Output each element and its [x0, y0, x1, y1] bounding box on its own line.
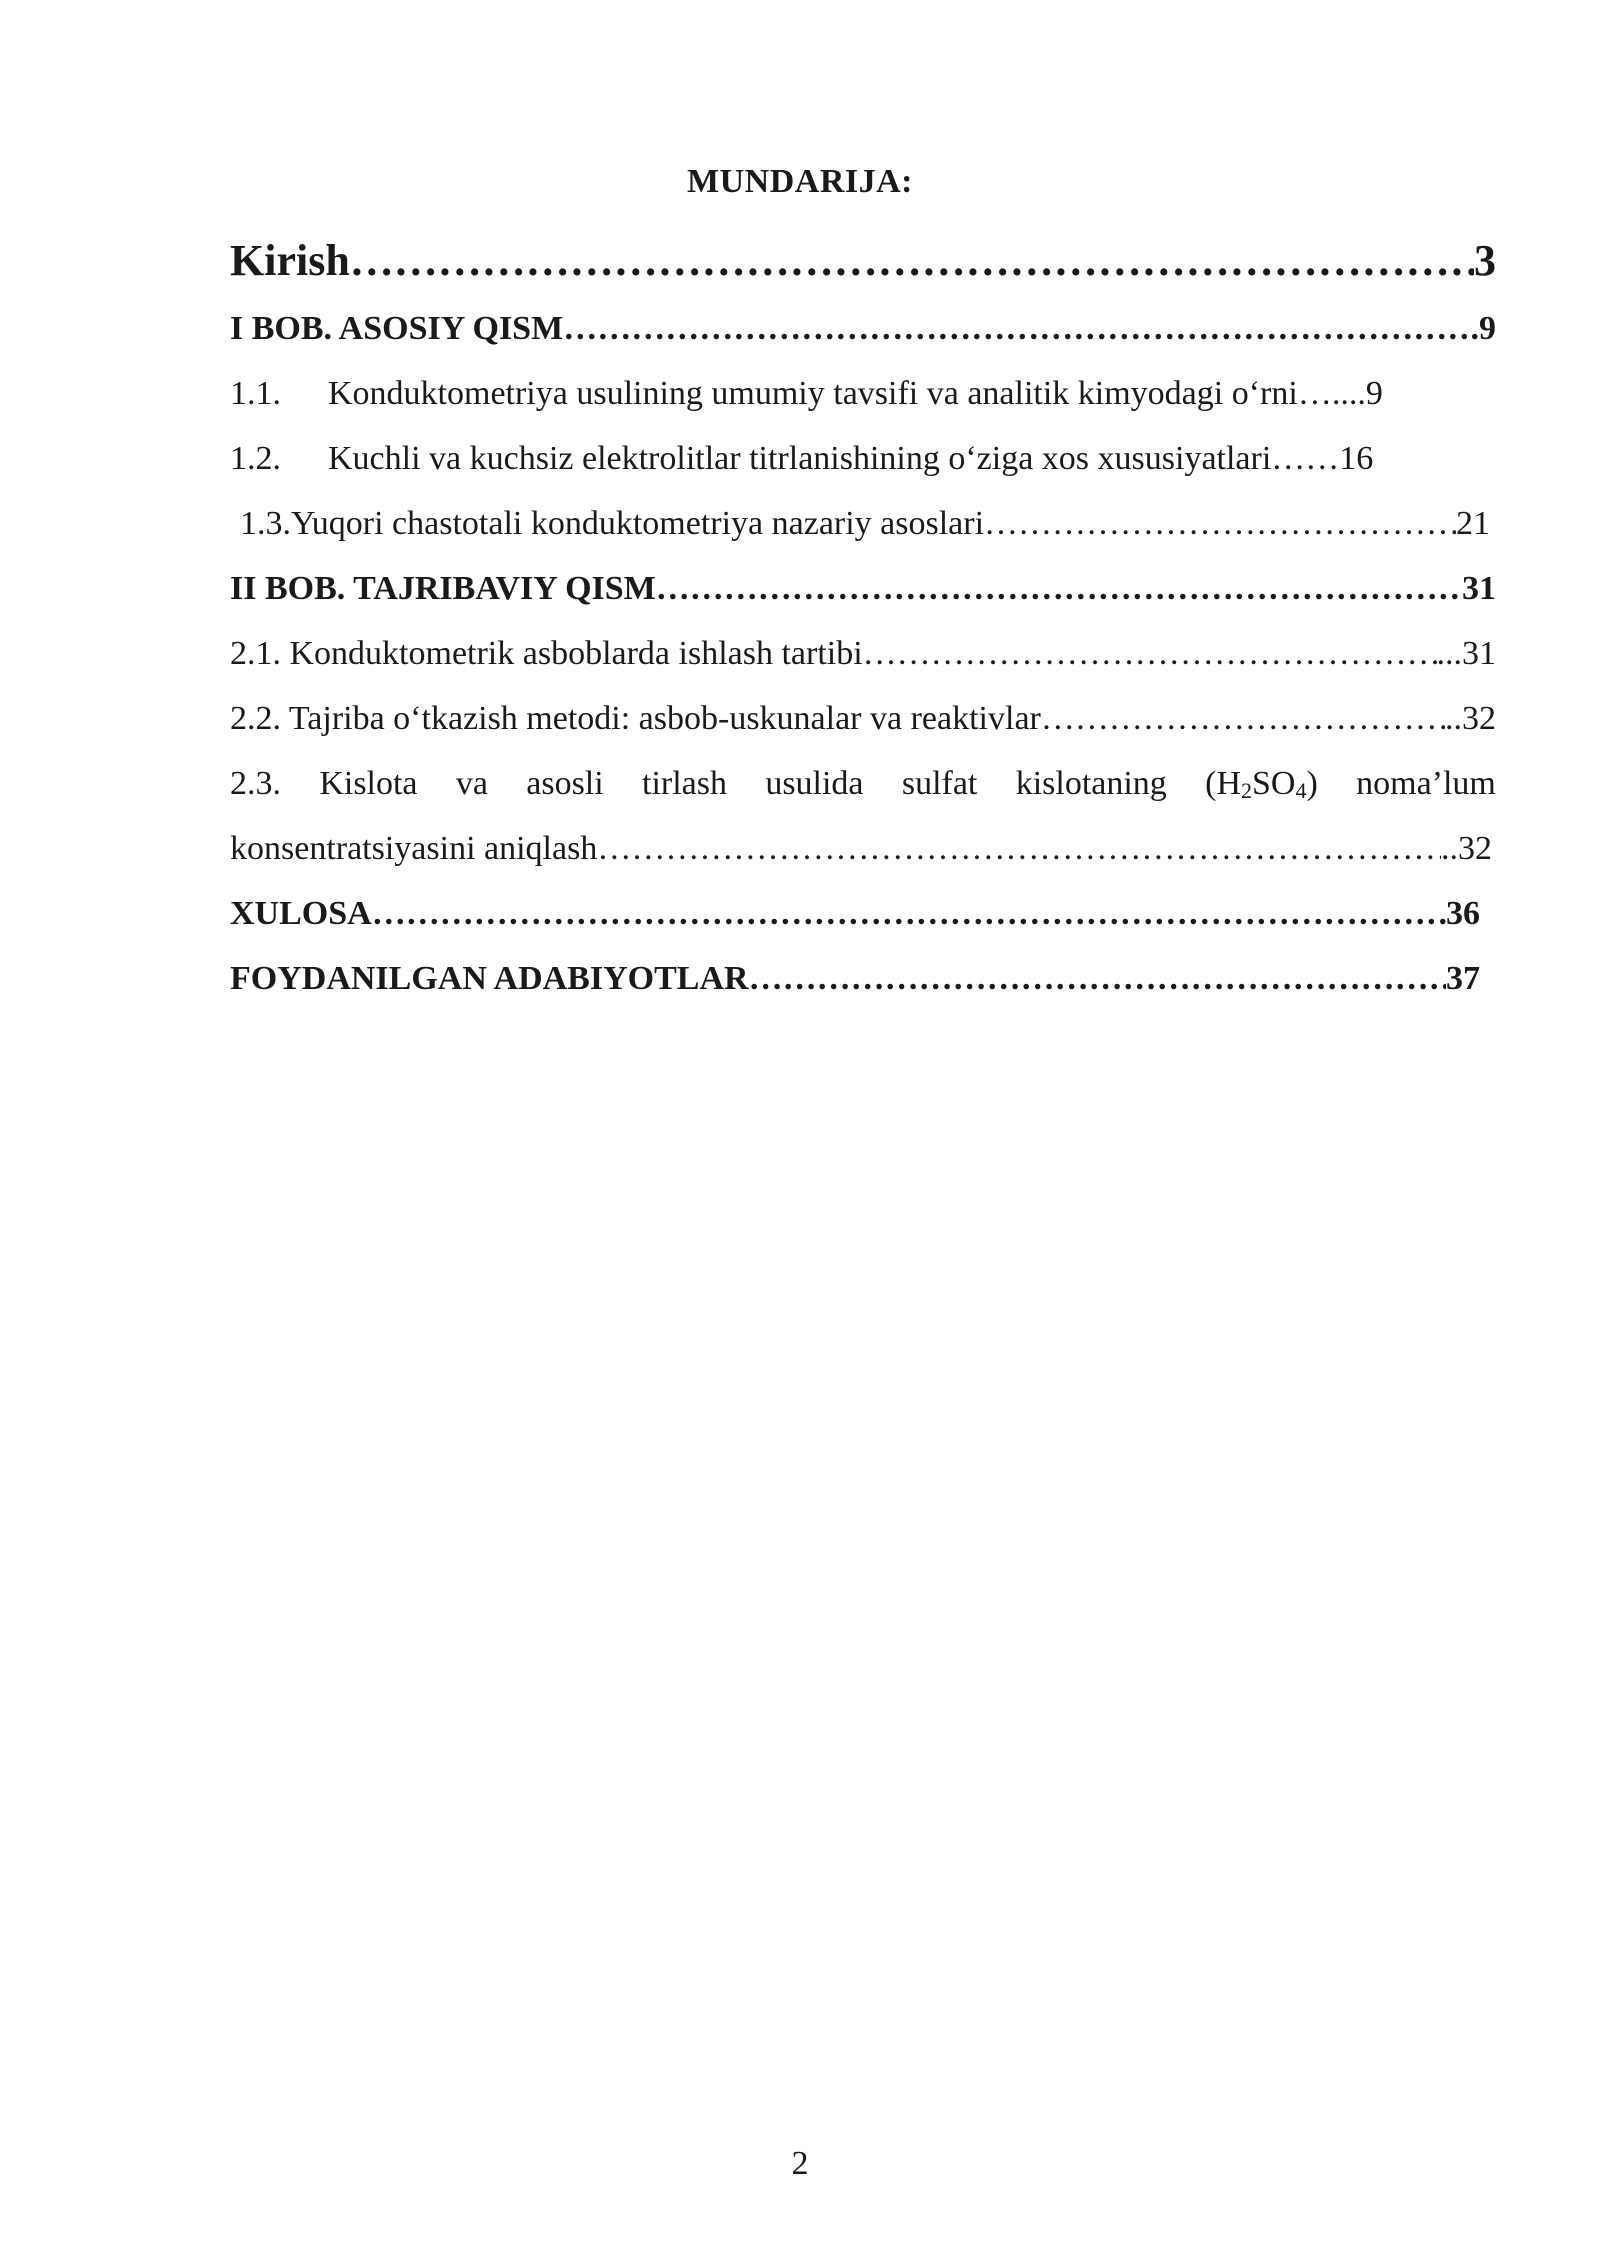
- toc-page-number: .9: [1470, 310, 1496, 347]
- toc-leader-dots: [372, 881, 1446, 946]
- toc-word: sulfat: [901, 765, 978, 802]
- toc-entry-title: Kirish: [230, 236, 350, 285]
- toc-entry-title: Kuchli va kuchsiz elektrolitlar titrlanishining o‘ziga xos xususiyatlari: [328, 440, 1272, 477]
- toc-page-number: …....9: [1297, 375, 1383, 412]
- toc-leader-dots: [563, 296, 1470, 361]
- toc-entry-2-2[interactable]: [230, 686, 1496, 751]
- toc-leader-dots: [656, 556, 1462, 621]
- toc-page-number: ……16: [1271, 440, 1374, 477]
- toc-page-number: 3: [1474, 236, 1496, 285]
- toc-page-number: 21: [1456, 505, 1490, 542]
- toc-page-number: ...31: [1436, 635, 1496, 672]
- toc-section-number: 1.3.: [240, 505, 291, 542]
- toc-section-number: 1.2.: [230, 440, 281, 477]
- toc-entry-title: konsentratsiyasini aniqlash: [230, 830, 598, 867]
- toc-word: 2.3.: [230, 765, 281, 802]
- toc-leader-dots: [984, 491, 1456, 556]
- toc-entry-title: FOYDANILGAN ADABIYOTLAR: [230, 960, 749, 997]
- toc-word: tirlash: [642, 765, 727, 802]
- toc-entry-chapter-2[interactable]: [230, 556, 1496, 621]
- toc-leader-dots: [749, 946, 1446, 1011]
- toc-entry-title: Yuqori chastotali konduktometriya nazariy asoslari: [291, 505, 985, 542]
- toc-leader-dots: [1041, 686, 1445, 751]
- toc-entry-2-3[interactable]: [230, 751, 1496, 816]
- toc-entry-title: XULOSA: [230, 895, 372, 932]
- table-of-contents: [230, 226, 1496, 1011]
- toc-entry-1-3[interactable]: [230, 491, 1490, 556]
- toc-page-number: ..32: [1445, 700, 1496, 737]
- toc-leader-dots: [597, 816, 1441, 881]
- toc-word: usulida: [765, 765, 864, 802]
- toc-leader-dots: [350, 226, 1474, 296]
- toc-page-number: 37: [1446, 960, 1480, 997]
- toc-entry-xulosa[interactable]: [230, 881, 1480, 946]
- toc-entry-kirish[interactable]: [230, 226, 1496, 296]
- toc-word: va: [455, 765, 488, 802]
- toc-section-number: 1.1.: [230, 375, 281, 412]
- toc-page-number: 31: [1462, 570, 1496, 607]
- toc-entry-title: II BOB. TAJRIBAVIY QISM: [230, 570, 656, 607]
- toc-entry-title: 2.1. Konduktometrik asboblarda ishlash tartibi: [230, 635, 863, 672]
- toc-entry-adabiyotlar[interactable]: [230, 946, 1480, 1011]
- toc-word: kislotaning: [1015, 765, 1167, 802]
- toc-entry-2-3-continuation[interactable]: [230, 816, 1492, 881]
- toc-word: noma’lum: [1356, 765, 1496, 802]
- toc-entry-title: I BOB. ASOSIY QISM: [230, 310, 564, 347]
- toc-leader-dots: [863, 621, 1437, 686]
- toc-word: Kislota: [319, 765, 418, 802]
- toc-entry-title: Konduktometriya usulining umumiy tavsifi va analitik kimyodagi o‘rni: [328, 375, 1298, 412]
- toc-page-number: 36: [1446, 895, 1480, 932]
- toc-entry-chapter-1[interactable]: [230, 296, 1496, 361]
- toc-page-number: ..32: [1441, 830, 1492, 867]
- toc-entry-title: 2.2. Tajriba o‘tkazish metodi: asbob-uskunalar va reaktivlar: [230, 700, 1041, 737]
- toc-entry-2-1[interactable]: [230, 621, 1496, 686]
- toc-entry-1-2[interactable]: [230, 426, 1496, 491]
- chemical-formula: $(H_2SO_4)$: [1205, 765, 1318, 803]
- page-number: 2: [791, 2145, 809, 2182]
- toc-entry-1-1[interactable]: [230, 361, 1496, 426]
- toc-word: asosli: [526, 765, 604, 802]
- toc-heading: MUNDARIJA:: [687, 163, 913, 200]
